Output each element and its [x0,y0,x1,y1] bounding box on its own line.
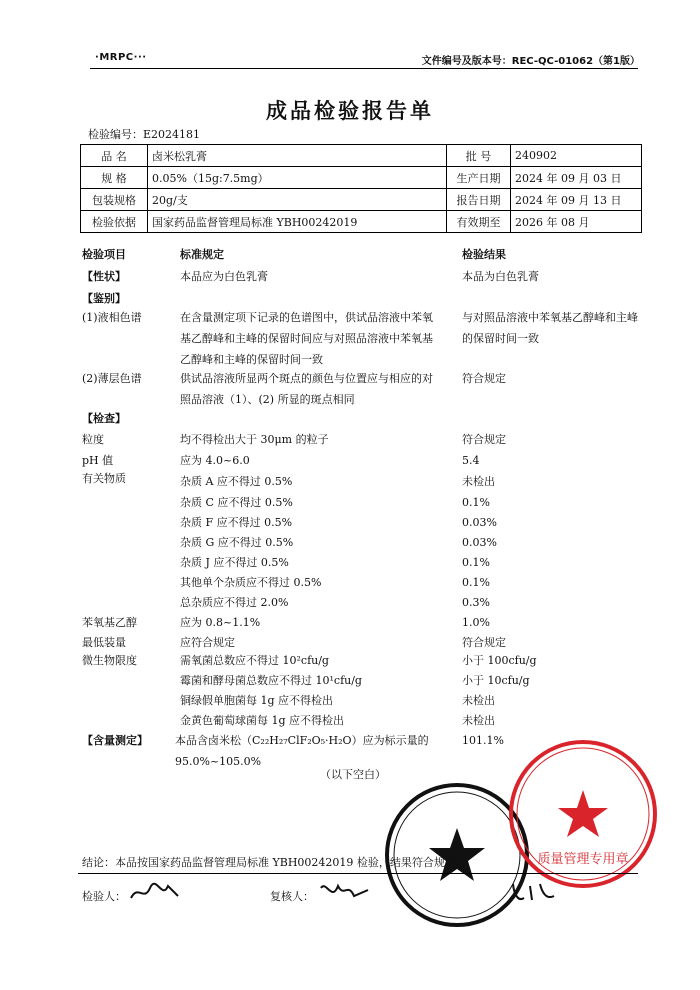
pack-value: 20g/支 [148,189,447,211]
particle-standard: 均不得检出大于 30μm 的粒子 [180,433,329,446]
product-name: 卤米松乳膏 [148,145,447,167]
header-divider [90,68,638,69]
impurity-f-standard: 杂质 F 应不得过 0.5% [180,516,293,529]
report-date-label: 报告日期 [447,189,511,211]
pseudomonas-standard: 铜绿假单胞菌每 1g 应不得检出 [180,694,334,707]
col-item-header: 检验项目 [82,248,126,261]
aerobic-standard: 需氧菌总数应不得过 10²cfu/g [180,654,329,667]
quality-stamp [507,738,659,890]
impurity-other-result: 0.1% [462,576,490,589]
product-info-table [80,144,642,233]
impurity-j-result: 0.1% [462,556,490,569]
aerobic-result: 小于 100cfu/g [462,654,537,667]
ph-result: 5.4 [462,454,480,467]
char-standard: 本品应为白色乳膏 [180,270,268,283]
approver-signature [510,880,560,911]
staph-standard: 金黄色葡萄球菌每 1g 应不得检出 [180,714,345,727]
impurity-g-standard: 杂质 G 应不得过 0.5% [180,536,294,549]
inspection-code: 检验编号：E2024181 [88,128,201,141]
impurity-other-standard: 其他单个杂质应不得过 0.5% [180,576,322,589]
report-date-value: 2024 年 09 月 13 日 [511,189,642,211]
inspector-label: 检验人： [82,890,126,903]
lc-standard: 在含量测定项下记录的色谱图中，供试品溶液中苯氧基乙醇峰和主峰的保留时间应与对照品溶液中苯氧基乙醇峰和主峰的保留时间一致 [180,311,433,366]
tlc-item: (2)薄层色谱 [82,372,142,385]
conclusion-divider [78,873,638,874]
impurity-f-result: 0.03% [462,516,497,529]
reviewer-label: 复核人： [270,890,314,903]
svg-text:质量管理专用章: 质量管理专用章 [537,852,629,867]
expiry-value: 2026 年 08 月 [511,211,642,233]
section-characteristics: 【性状】 [82,270,126,283]
col-standard-header: 标准规定 [180,248,224,261]
impurity-a-result: 未检出 [462,475,495,488]
reviewer-signature [318,878,373,911]
mold-result: 小于 10cfu/g [462,674,530,687]
particle-result: 符合规定 [462,433,506,446]
particle-item: 粒度 [82,433,104,446]
mfg-date-label: 生产日期 [447,167,511,189]
basis-value: 国家药品监督管理局标准 YBH00242019 [148,211,447,233]
ph-standard: 应为 4.0~6.0 [180,454,250,467]
inspector-signature [128,880,183,909]
related-item: 有关物质 [82,472,126,485]
tlc-result: 符合规定 [462,372,506,385]
blank-below-note: （以下空白） [320,768,386,781]
lc-result: 与对照品溶液中苯氧基乙醇峰和主峰的保留时间一致 [462,311,638,345]
impurity-total-result: 0.3% [462,596,490,609]
microbial-item: 微生物限度 [82,654,137,667]
impurity-g-result: 0.03% [462,536,497,549]
mold-standard: 霉菌和酵母菌总数应不得过 10¹cfu/g [180,674,362,687]
pseudomonas-result: 未检出 [462,694,495,707]
section-identification: 【鉴别】 [82,292,126,305]
impurity-a-standard: 杂质 A 应不得过 0.5% [180,475,293,488]
min-fill-item: 最低装量 [82,636,126,649]
conclusion: 结论：本品按国家药品监督管理局标准 YBH00242019 检验，结果符合规定。 [82,856,467,869]
assay-result: 101.1% [462,734,504,747]
product-name-label: 品 名 [81,145,148,167]
document-number: 文件编号及版本号：REC-QC-01062（第1版） [421,56,640,67]
col-result-header: 检验结果 [462,248,506,261]
char-result: 本品为白色乳膏 [462,270,539,283]
page-title: 成品检验报告单 [266,99,434,123]
impurity-j-standard: 杂质 J 应不得过 0.5% [180,556,289,569]
staph-result: 未检出 [462,714,495,727]
tlc-standard: 供试品溶液所显两个斑点的颜色与位置应与相应的对照品溶液（1）、(2) 所显的斑点相同 [180,372,433,406]
phenoxyethanol-item: 苯氧基乙醇 [82,616,137,629]
company-logo: ·MRPC··· [95,52,147,63]
spec-label: 规 格 [81,167,148,189]
assay-standard: 本品含卤米松（C₂₂H₂₇ClF₂O₅·H₂O）应为标示量的 95.0%~105.0% [175,734,429,768]
impurity-c-standard: 杂质 C 应不得过 0.5% [180,496,293,509]
impurity-c-result: 0.1% [462,496,490,509]
ph-item: pH 值 [82,454,114,467]
pack-label: 包装规格 [81,189,148,211]
impurity-total-standard: 总杂质应不得过 2.0% [180,596,289,609]
batch-label: 批 号 [447,145,511,167]
basis-label: 检验依据 [81,211,148,233]
batch-value: 240902 [511,145,642,167]
min-fill-standard: 应符合规定 [180,636,235,649]
expiry-label: 有效期至 [447,211,511,233]
mfg-date-value: 2024 年 09 月 03 日 [511,167,642,189]
lc-item: (1)液相色谱 [82,311,142,324]
section-assay: 【含量测定】 [82,734,148,747]
section-check: 【检查】 [82,412,126,425]
phenoxyethanol-standard: 应为 0.8~1.1% [180,616,261,629]
min-fill-result: 符合规定 [462,636,506,649]
phenoxyethanol-result: 1.0% [462,616,490,629]
spec-value: 0.05%（15g:7.5mg） [148,167,447,189]
